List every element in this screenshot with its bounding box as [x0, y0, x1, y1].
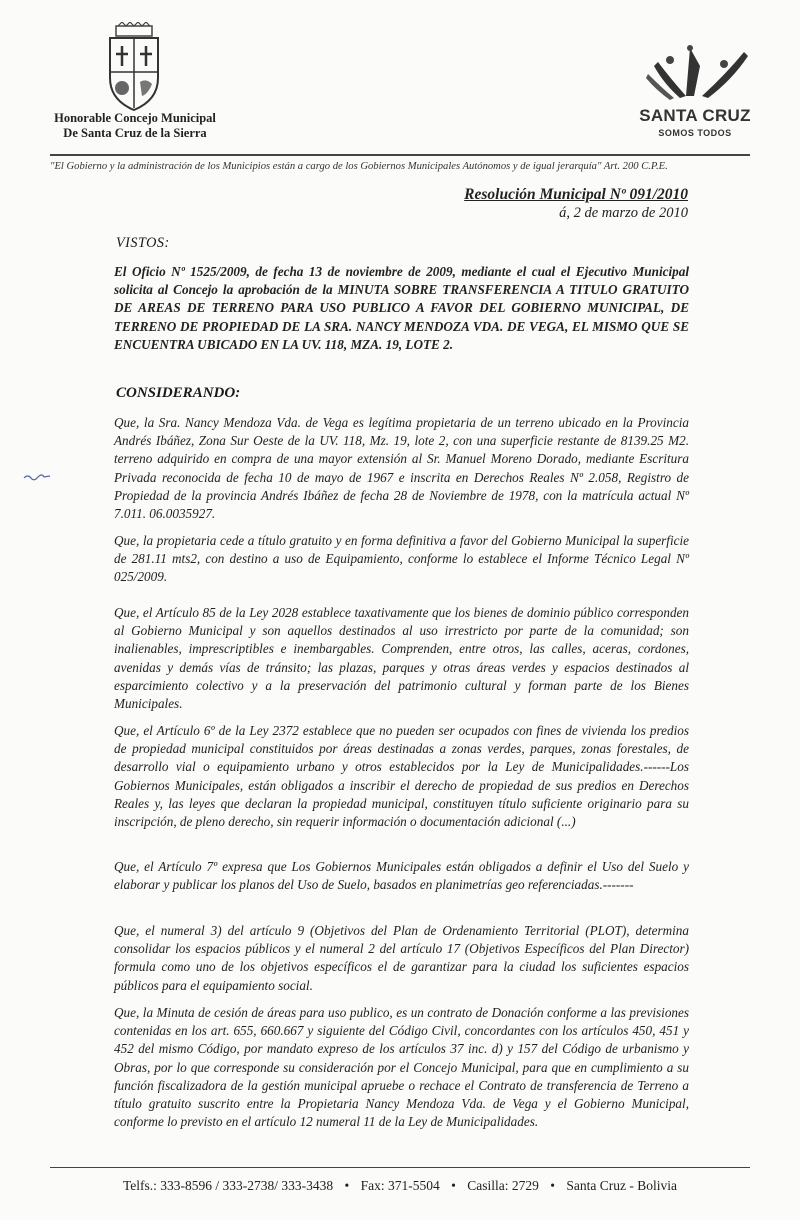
footer-casilla: Casilla: 2729 — [467, 1178, 539, 1193]
header-divider — [50, 154, 750, 156]
footer-fax: Fax: 371-5504 — [360, 1178, 440, 1193]
paragraph-oficio: El Oficio Nº 1525/2009, de fecha 13 de noviembre de 2009, mediante el cual el Ejecutivo Municipal solicita al Concejo la aprobación de la MINUTA SOBRE TRANSFERENCIA A TITULO GRATUITO DE AREAS DE TERRENO PARA USO PUBLICO A FAVOR DEL GOBIERNO MUNICIPAL, DE TERRENO DE PROPIEDAD DE LA SRA. NANCY MENDOZA VDA. DE VEGA, EL MISMO QUE SE ENCUENTRA UBICADO EN LA UV. 118, MZA. 19, LOTE 2. — [114, 264, 689, 352]
logo-wordmark: SANTA CRUZ — [639, 106, 751, 125]
municipal-seal-icon — [104, 22, 164, 114]
paragraph-considerando-7: Que, la Minuta de cesión de áreas para uso publico, es un contrato de Donación conforme a las previsiones contenidas en los art. 655, 660.667 y siguiente del Código Civil, concordantes con los artículos 450, 451 y 452 del mismo Código, por mandato expreso de los artículos 37 inc. d) y 157 del Código de urbanismo y Obras, por lo que corresponde su consideración por el Concejo Municipal, para que en cumplimiento a su función fiscalizadora de la gestión municipal apruebe o rechace el Contrato de transferencia de Terreno a título gratuito suscrito entre la Propietaria Nancy Mendoza Vda. de Vega y el Gobierno Municipal, conforme lo previsto en el artículo 12 numeral 11 de la Ley de Municipalidades. — [114, 1005, 689, 1130]
paragraph-considerando-4: Que, el Artículo 6º de la Ley 2372 establece que no pueden ser ocupados con fines de vivienda los predios de propiedad municipal constituidos por áreas destinadas a zonas verdes, parques, zonas forestales, de desarrollo vial o equipamiento urbano y otros establecidos por la Ley de Municipalidades.------Los Gobiernos Municipales, están obligados a inscribir el derecho de propiedad de sus predios en Derechos Reales y, las leyes que declaran la propiedad municipal, constituyen título suficiente originario para su inscripción, de pleno derecho, sin requerir información o documentación adicional (...) — [114, 723, 689, 830]
resolution-date: á, 2 de marzo de 2010 — [559, 205, 688, 221]
footer-phones: Telfs.: 333-8596 / 333-2738/ 333-3438 — [123, 1178, 334, 1193]
paragraph-considerando-1: Que, la Sra. Nancy Mendoza Vda. de Vega es legítima propietaria de un terreno ubicado en la Provincia Andrés Ibáñez, Zona Sur Oeste de la UV. 118, Mz. 19, lote 2, con una superficie restante de 8139.25 M2. terreno adquirido en compra de una mayor extensión al Sr. Manuel Moreno Dorado, mediante Escritura Privada reconocida de fecha 10 de mayo de 1967 e inscrita en Derechos Reales Nº 2.058, Registro de Propiedad de la provincia Andrés Ibáñez de fecha 28 de Noviembre de 1978, con la matrícula actual Nº 7.011. 06.0035927. — [114, 415, 689, 522]
resolution-title: Resolución Municipal Nº 091/2010 — [464, 186, 688, 203]
org-name-line2: De Santa Cruz de la Sierra — [63, 126, 207, 140]
footer-divider — [50, 1167, 750, 1168]
constitution-quote: "El Gobierno y la administración de los Municipios están a cargo de los Gobiernos Municipales Autónomos y de igual jerarquía" Art. 200 C.P.E. — [50, 161, 668, 172]
footer-bullet: • — [550, 1178, 555, 1193]
section-heading-considerando: CONSIDERANDO: — [116, 385, 241, 401]
footer-bullet: • — [344, 1178, 350, 1193]
logo-motto: SOMOS TODOS — [658, 128, 732, 138]
section-heading-vistos: VISTOS: — [116, 235, 170, 251]
issuing-organization — [40, 111, 230, 141]
org-name-line1: Honorable Concejo Municipal — [54, 111, 216, 125]
paragraph-considerando-2: Que, la propietaria cede a título gratuito y en forma definitiva a favor del Gobierno Municipal la superficie de 281.11 mts2, con destino a uso de Equipamiento, conforme lo establece el Informe Técnico Legal Nº 025/2009. — [114, 533, 689, 585]
paragraph-considerando-5: Que, el Artículo 7º expresa que Los Gobiernos Municipales están obligados a definir el Uso del Suelo y elaborar y publicar los planos del Uso de Suelo, basados en planimetrías geo referenciadas.------- — [114, 859, 689, 893]
handwritten-mark-icon — [22, 470, 52, 484]
santa-cruz-logo-icon — [640, 44, 750, 110]
paragraph-considerando-6: Que, el numeral 3) del artículo 9 (Objetivos del Plan de Ordenamiento Territorial (PLOT), determina consolidar los espacios públicos y el numeral 2 del artículo 17 (Objetivos Específicos del Plan Director) formula como uno de los objetivos específicos el de garantizar para la ciudad los suficientes espacios públicos para el equipamiento social. — [114, 923, 689, 993]
paragraph-considerando-3: Que, el Artículo 85 de la Ley 2028 establece taxativamente que los bienes de dominio público corresponden al Gobierno Municipal y son aquellos destinados al uso irrestricto por parte de la comunidad; son inalienables, imprescriptibles e inembargables. Comprenden, entre otros, las calles, aceras, cordones, avenidas y demás vías de tránsito; las plazas, parques y otras áreas verdes y espacios destinados al esparcimiento colectivo y a la preservación del patrimonio cultural y forman parte de los Bienes Municipales. — [114, 605, 689, 712]
footer-bullet: • — [451, 1178, 456, 1193]
footer-city: Santa Cruz - Bolivia — [566, 1178, 677, 1193]
footer-contact — [50, 1178, 750, 1194]
